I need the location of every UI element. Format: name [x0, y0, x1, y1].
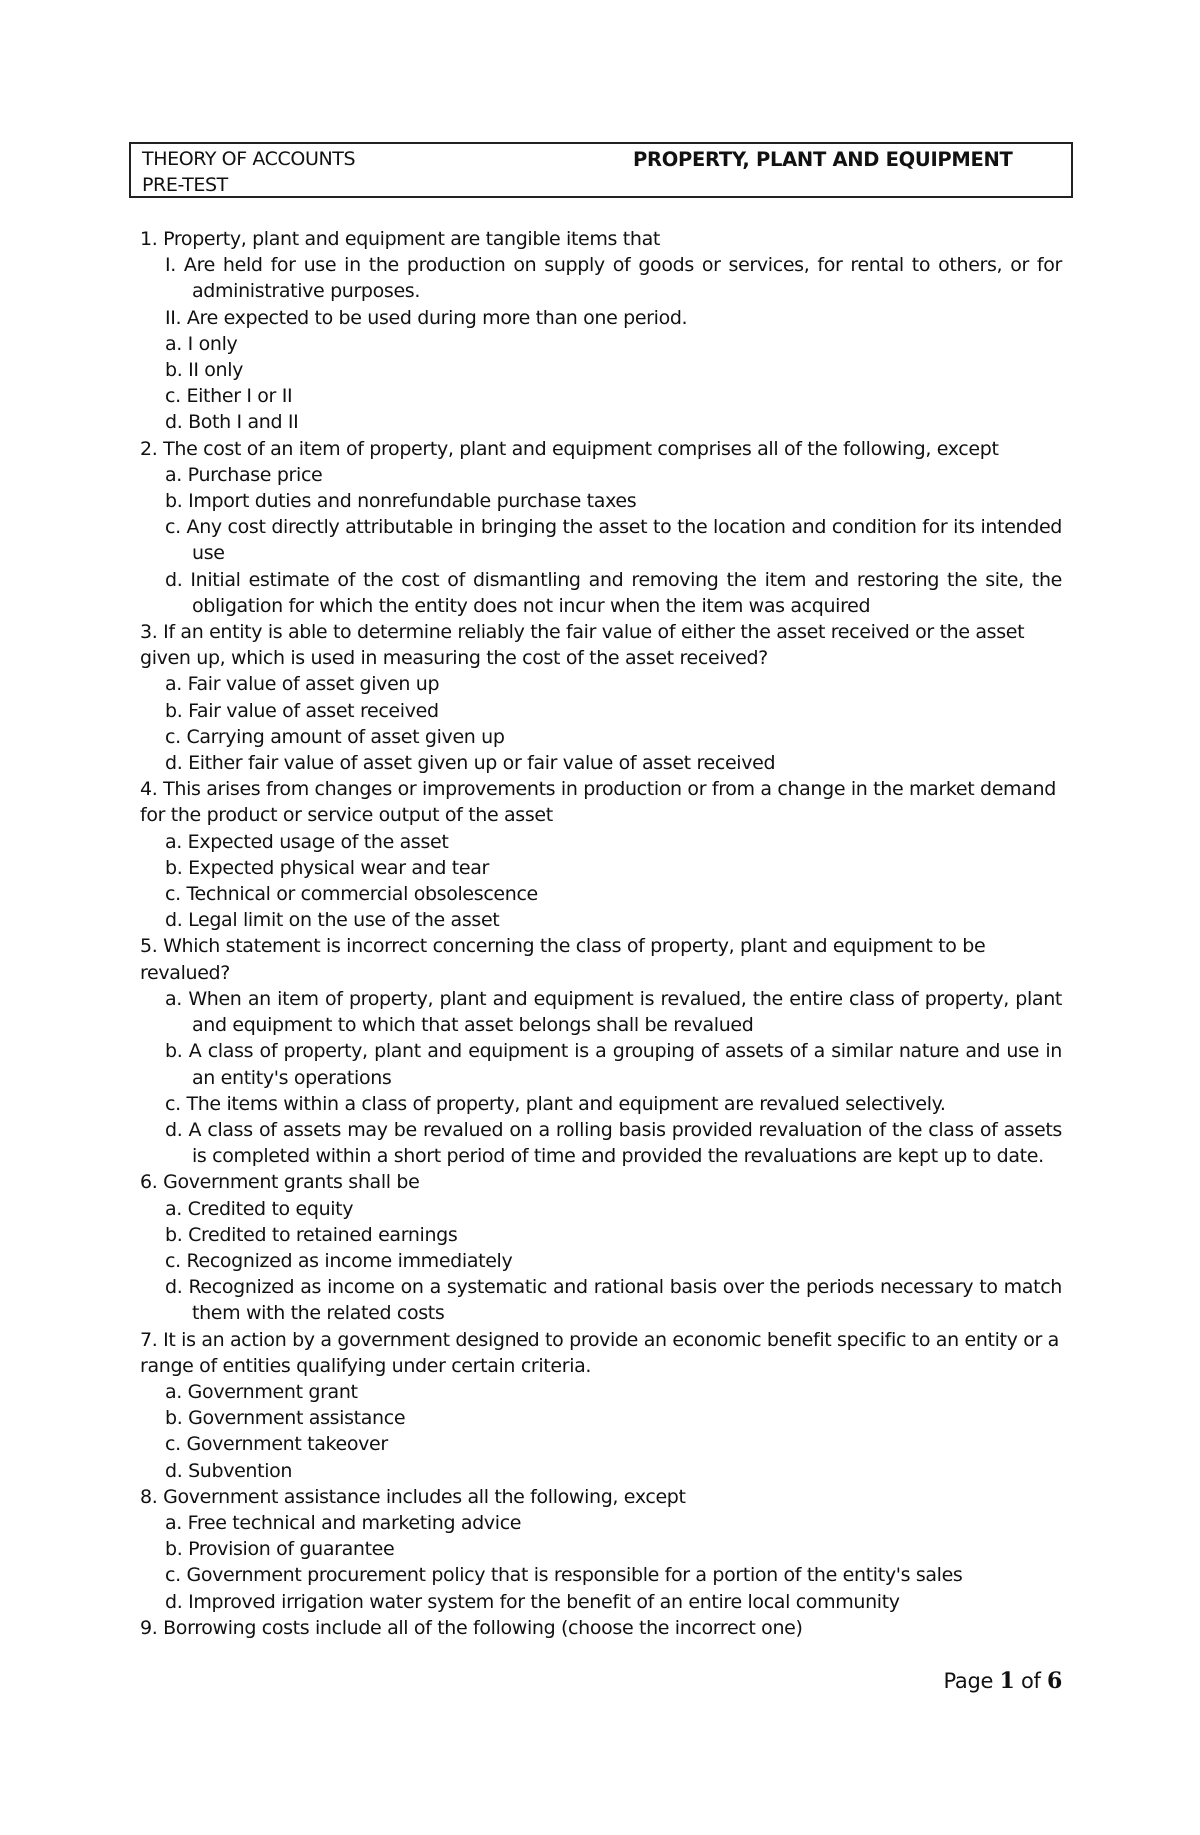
question-stem: 3. If an entity is able to determine reliably the fair value of either the asset received or the asset given up, which is used in measuring the cost of the asset received?: [140, 621, 1025, 670]
question-6: [140, 1169, 1062, 1326]
option-a: a. Purchase price: [165, 463, 323, 486]
option-d: d. Both I and II: [165, 411, 299, 434]
question-4: [140, 776, 1062, 933]
option-b: b. Credited to retained earnings: [165, 1223, 458, 1246]
topic-title: PROPERTY, PLANT AND EQUIPMENT: [633, 148, 1013, 171]
option-a: a. Government grant: [165, 1380, 358, 1403]
option-d: d. Legal limit on the use of the asset: [165, 909, 500, 932]
option-d: d. A class of assets may be revalued on a rolling basis provided revaluation of the class of assets is completed within a short period of time and provided the revaluations are kept up to date.: [165, 1118, 1062, 1168]
question-3: [140, 619, 1062, 776]
subject-title: THEORY OF ACCOUNTS: [142, 148, 356, 170]
option-b: b. Fair value of asset received: [165, 699, 439, 722]
option-c: c. The items within a class of property, plant and equipment are revalued selectively.: [165, 1092, 946, 1115]
option-c: c. Recognized as income immediately: [165, 1249, 513, 1272]
option-d: d. Recognized as income on a systematic and rational basis over the periods necessary to match them with the related costs: [165, 1276, 1062, 1325]
page-label: Page: [943, 1669, 994, 1693]
current-page: 1: [999, 1668, 1015, 1694]
option-a: a. Fair value of asset given up: [165, 673, 440, 696]
option-c: c. Government procurement policy that is responsible for a portion of the entity's sales: [165, 1564, 963, 1587]
option-c: c. Technical or commercial obsolescence: [165, 883, 538, 906]
question-stem: 5. Which statement is incorrect concerning the class of property, plant and equipment to be revalued?: [140, 935, 986, 984]
option-a: a. I only: [165, 332, 238, 355]
option-b: b. A class of property, plant and equipment is a grouping of assets of a similar nature and use in an entity's operations: [165, 1040, 1062, 1089]
question-1: [140, 226, 1062, 436]
option-c: c. Government takeover: [165, 1433, 388, 1456]
option-a: a. Free technical and marketing advice: [165, 1511, 522, 1534]
option-b: b. Expected physical wear and tear: [165, 856, 489, 879]
option-a: a. Credited to equity: [165, 1197, 354, 1220]
option-b: b. Provision of guarantee: [165, 1538, 395, 1561]
option-d: d. Initial estimate of the cost of dismantling and removing the item and restoring the site, the obligation for which the entity does not incur when the item was acquired: [165, 568, 1062, 617]
question-stem: 2. The cost of an item of property, plant and equipment comprises all of the following, except: [140, 437, 999, 460]
option-c: c. Either I or II: [165, 385, 293, 408]
option-d: d. Subvention: [165, 1459, 293, 1482]
question-stem: 9. Borrowing costs include all of the following (choose the incorrect one): [140, 1616, 803, 1639]
option-b: b. Import duties and nonrefundable purchase taxes: [165, 490, 637, 513]
statement-1: I. Are held for use in the production on supply of goods or services, for rental to others, or for administrative purposes.: [165, 254, 1062, 303]
question-list: [140, 226, 1062, 1641]
question-stem: 6. Government grants shall be: [140, 1171, 420, 1194]
header-box: [129, 142, 1073, 198]
option-a: a. Expected usage of the asset: [165, 830, 449, 853]
question-stem: 7. It is an action by a government designed to provide an economic benefit specific to an entity or a range of entities qualifying under certain criteria.: [140, 1328, 1059, 1377]
option-b: b. II only: [165, 359, 244, 382]
question-stem: 4. This arises from changes or improvements in production or from a change in the market demand for the product or service output of the asset: [140, 778, 1056, 827]
page-number: [944, 1668, 1063, 1694]
of-label: of: [1020, 1669, 1041, 1693]
question-8: [140, 1484, 1062, 1615]
test-type: PRE-TEST: [142, 174, 228, 196]
statement-2: II. Are expected to be used during more than one period.: [165, 306, 688, 329]
option-d: d. Either fair value of asset given up or fair value of asset received: [165, 752, 776, 775]
option-d: d. Improved irrigation water system for the benefit of an entire local community: [165, 1590, 900, 1613]
option-a: a. When an item of property, plant and equipment is revalued, the entire class of property, plant and equipment to which that asset belongs shall be revalued: [165, 987, 1062, 1037]
option-c: c. Any cost directly attributable in bringing the asset to the location and condition for its intended use: [165, 516, 1062, 565]
question-7: [140, 1327, 1062, 1484]
question-stem: 1. Property, plant and equipment are tangible items that: [140, 228, 660, 250]
question-stem: 8. Government assistance includes all the following, except: [140, 1485, 686, 1508]
total-pages: 6: [1046, 1668, 1062, 1694]
option-c: c. Carrying amount of asset given up: [165, 725, 505, 748]
question-2: [140, 436, 1062, 619]
option-b: b. Government assistance: [165, 1407, 406, 1430]
question-5: [140, 933, 1062, 1169]
question-9: [140, 1615, 1062, 1641]
